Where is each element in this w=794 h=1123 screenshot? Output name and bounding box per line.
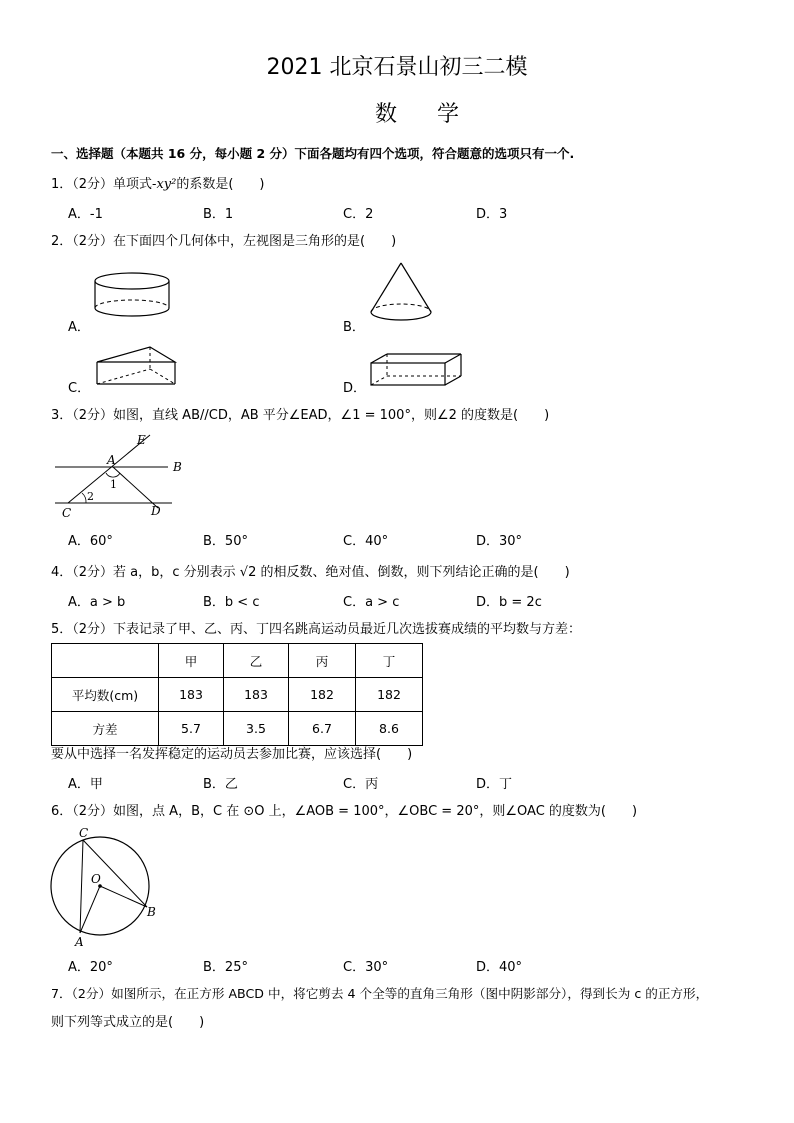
table-header-row — [52, 644, 423, 678]
q1-option-d[interactable]: D．3 — [476, 207, 508, 222]
q5-option-a[interactable]: A．甲 — [68, 777, 103, 792]
table-row — [52, 678, 423, 712]
q6-option-b[interactable]: B．25° — [203, 960, 248, 975]
q3-option-c[interactable]: C．40° — [343, 534, 389, 549]
q4-option-d[interactable]: D．b = 2c — [476, 595, 542, 610]
label-b: B — [173, 460, 182, 474]
label-e: E — [137, 433, 146, 447]
question-5: 5．（2分）下表记录了甲、乙、丙、丁四名跳高运动员最近几次选拔赛成绩的平均数与方差： — [51, 622, 582, 637]
table-cell: 8.6 — [356, 712, 423, 746]
q5-followup: 要从中选择一名发挥稳定的运动员去参加比赛，应该选择( ) — [51, 747, 413, 762]
q6-option-a[interactable]: A．20° — [68, 960, 113, 975]
label-angle-2: 2 — [87, 490, 94, 503]
q6-option-c[interactable]: C．30° — [343, 960, 389, 975]
q1-option-a[interactable]: A．-1 — [68, 207, 103, 222]
label-b: B — [147, 905, 156, 919]
table-header-cell — [52, 644, 159, 678]
label-angle-1: 1 — [110, 478, 117, 491]
cone-figure — [368, 260, 438, 330]
q2-option-b[interactable]: B． — [343, 320, 365, 335]
q4-option-c[interactable]: C．a > c — [343, 595, 400, 610]
rectangular-prism-figure — [370, 353, 465, 388]
table-cell: 5.7 — [159, 712, 224, 746]
table-cell: 182 — [356, 678, 423, 712]
q2-option-c[interactable]: C． — [68, 381, 91, 396]
triangular-prism-figure — [95, 345, 185, 390]
question-2: 2．（2分）在下面四个几何体中，左视图是三角形的是( ) — [51, 234, 397, 249]
table-cell: 6.7 — [289, 712, 356, 746]
label-d: D — [151, 504, 161, 518]
table-header-cell: 丙 — [289, 644, 356, 678]
q2-option-d[interactable]: D． — [343, 381, 367, 396]
section-heading: 一、选择题（本题共 16 分，每小题 2 分）下面各题均有四个选项，符合题意的选项只有一个. — [51, 146, 575, 161]
table-cell: 3.5 — [224, 712, 289, 746]
q4-option-b[interactable]: B．b < c — [203, 595, 260, 610]
q1-expression: -xy² — [152, 177, 177, 192]
label-a: A — [107, 453, 116, 467]
page-title: 2021 北京石景山初三二模 — [266, 55, 528, 80]
table-cell: 平均数(cm) — [52, 678, 159, 712]
question-3: 3．（2分）如图，直线 AB//CD，AB 平分∠EAD，∠1 = 100°，则∠2 的度数是( ) — [51, 408, 550, 423]
question-4: 4．（2分）若 a，b，c 分别表示 √2 的相反数、绝对值、倒数，则下列结论正确的是( ) — [51, 565, 570, 580]
label-o: O — [91, 872, 101, 886]
q3-option-d[interactable]: D．30° — [476, 534, 523, 549]
q1-stem-suffix: 的系数是( ) — [176, 177, 265, 192]
table-row — [52, 712, 423, 746]
q1-stem-prefix: 1．（2分）单项式 — [51, 177, 153, 192]
label-c: C — [79, 826, 89, 840]
table-header-cell: 甲 — [159, 644, 224, 678]
page-subtitle: 数学 — [374, 102, 499, 127]
label-a: A — [75, 935, 84, 949]
table-header-cell: 乙 — [224, 644, 289, 678]
circle-figure — [45, 825, 160, 950]
question-7-line2: 则下列等式成立的是( ) — [51, 1015, 205, 1030]
q3-option-b[interactable]: B．50° — [203, 534, 248, 549]
table-header-cell: 丁 — [356, 644, 423, 678]
q5-option-c[interactable]: C．丙 — [343, 777, 379, 792]
table-cell: 方差 — [52, 712, 159, 746]
score-table — [51, 643, 423, 746]
question-6: 6．（2分）如图，点 A，B，C 在 ⊙O 上，∠AOB = 100°，∠OBC = 20°，则∠OAC 的度数为( ) — [51, 804, 638, 819]
question-1 — [51, 173, 264, 192]
table-cell: 182 — [289, 678, 356, 712]
q5-option-d[interactable]: D．丁 — [476, 777, 513, 792]
table-cell: 183 — [159, 678, 224, 712]
q5-option-b[interactable]: B．乙 — [203, 777, 238, 792]
q1-option-b[interactable]: B．1 — [203, 207, 234, 222]
q6-option-d[interactable]: D．40° — [476, 960, 523, 975]
table-cell: 183 — [224, 678, 289, 712]
cylinder-figure — [90, 270, 180, 330]
q3-option-a[interactable]: A．60° — [68, 534, 113, 549]
q1-option-c[interactable]: C．2 — [343, 207, 374, 222]
question-7: 7．（2分）如图所示，在正方形 ABCD 中，将它剪去 4 个全等的直角三角形（图中阴影部分），得到长为 c 的正方形， — [51, 986, 709, 1001]
q2-option-a[interactable]: A． — [68, 320, 90, 335]
parallel-lines-figure — [50, 430, 190, 520]
label-c: C — [62, 506, 72, 520]
q4-option-a[interactable]: A．a > b — [68, 595, 126, 610]
